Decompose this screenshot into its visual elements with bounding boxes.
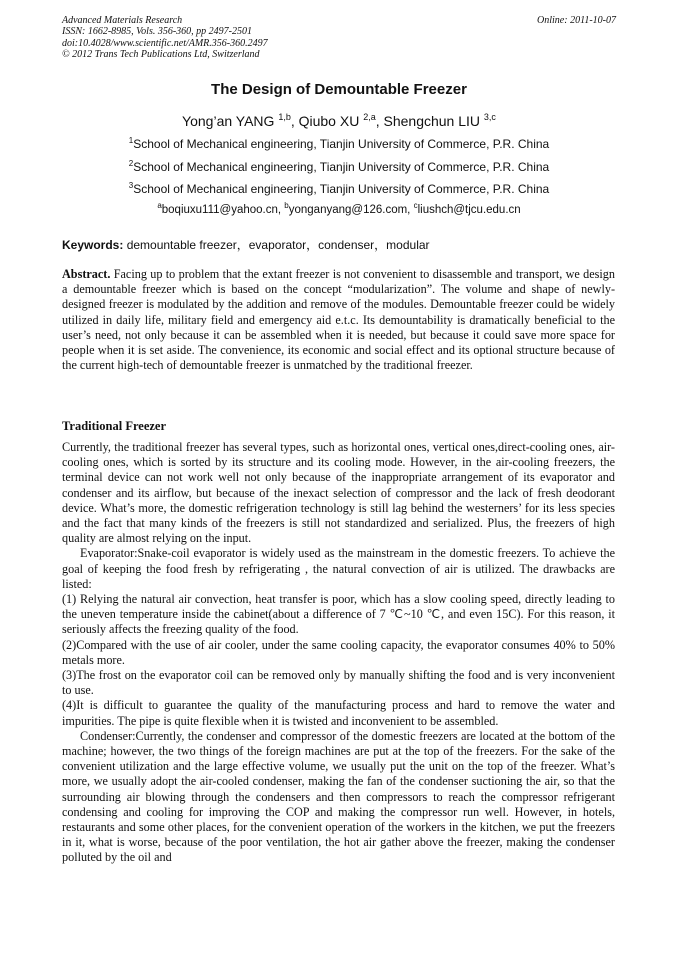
section-body <box>62 440 615 866</box>
paper-title: The Design of Demountable Freezer <box>211 81 467 98</box>
affiliation-text: School of Mechanical engineering, Tianjin University of Commerce, P.R. China <box>133 137 550 151</box>
paragraph: (1) Relying the natural air convection, heat transfer is poor, which has a slow cooling speed, directly leading to the uneven temperature inside the cabinet(about a difference of 7 ℃~10 ℃, and even 15C). For this reason, it seriously affects the freezing quality of the food. <box>62 592 615 637</box>
email-mark: a <box>157 201 162 210</box>
online-date: Online: 2011-10-07 <box>537 15 616 26</box>
author-list: Yong’an YANG $^{1,b}$, Qiubo XU $^{2,a}$, Shengchun LIU $^{3,c}$ <box>182 112 496 129</box>
abstract <box>62 267 615 373</box>
keywords <box>62 238 618 252</box>
paragraph: (2)Compared with the use of air cooler, under the same cooling capacity, the evaporator consumes 40% to 50% metals more. <box>62 637 615 667</box>
author-name: Shengchun LIU <box>383 113 481 129</box>
author-name: Yong’an YANG <box>182 113 275 129</box>
affiliation-text: School of Mechanical engineering, Tianjin University of Commerce, P.R. China <box>133 182 550 196</box>
abstract-label: Abstract. <box>62 267 111 281</box>
email-address: boqiuxu111@yahoo.cn, <box>161 204 285 216</box>
paragraph: Currently, the traditional freezer has several types, such as horizontal ones, vertical ones,direct-cooling ones, air-cooling ones, which is sorted by its structure and its cooling mode. However, in the air-cooling freezers, the terminal device can not work well not only because of the inappropriate arrangement of its evaporator and condenser and its airflow, but because of the inexact selection of compressor and the lack of fresh deodorant device. What’s more, the domestic refrigeration technology is still lag behind the westerners’ for its less species and the fact that many kinds of the freezers is still not standardized and serialized. Plus, the freezers of high quality are almost relying on the input. <box>62 440 615 546</box>
affiliation <box>0 182 678 196</box>
affiliation-mark: 2 <box>128 159 134 168</box>
affiliation <box>0 137 678 151</box>
email-address: liushch@tjcu.edu.cn <box>417 204 521 216</box>
author-name: Qiubo XU <box>298 113 360 129</box>
email-mark: b <box>284 201 289 210</box>
paragraph: (3)The frost on the evaporator coil can be removed only by manually shifting the food and is very inconvenient to use. <box>62 668 615 698</box>
paragraph: Condenser:Currently, the condenser and compressor of the domestic freezers are located at the bottom of the machine; however, the two things of the foreign machines are put at the top of the freezers. For the sake of the convenient utilization and the large effective volume, we usually put the unit on the top of the freezer. What’s more, we usually adopt the air-cooled condenser, making the fan of the condenser suctioning the air, so that the surrounding air blowing through the condensers and then compressors to reach the compressor refrigerant condensing and cooling for improving the COP and making the compressor run well. However, in hotels, restaurants and some other places, for the convenient operation of the workers in the kitchen, we put the freezers in it, what is worse, because of the poor ventilation, the hot air gather above the freezer, making the condenser polluted by the oil and <box>62 728 615 865</box>
affiliation-text: School of Mechanical engineering, Tianjin University of Commerce, P.R. China <box>133 160 550 174</box>
keywords-text: demountable freezer，evaporator，condenser，modular <box>123 238 430 252</box>
copyright-line: © 2012 Trans Tech Publications Ltd, Switzerland <box>62 49 260 61</box>
author-affiliation-mark: 1,b <box>278 112 291 122</box>
affiliation <box>0 160 678 174</box>
section-heading: Traditional Freezer <box>62 419 167 433</box>
journal-name: Advanced Materials Research <box>62 15 183 26</box>
abstract-text: Facing up to problem that the extant freezer is not convenient to disassemble and transport, we design a demountable freezer which is based on the concept “modularization”. The volume and shape of newly-designed freezer is modulated by the addition and remove of the modules. Demountable freezer could be widely utilized in daily life, military field and emergency aid e.t.c. Its demountability is dramatically beneficial to the user’s need, not only because it can be assembled when it is needed, but because it could save more space for people when it is set aside. The convenience, its economic and social effect and its optional structure because of the current high-tech of demountable freezer is unmatched by the traditional freezer. <box>62 267 615 373</box>
keywords-label: Keywords: <box>62 238 124 252</box>
paragraph: Evaporator:Snake-coil evaporator is widely used as the mainstream in the domestic freezers. To achieve the goal of keeping the food fresh by refrigerating , the natural convection of air is utilized. The drawbacks are listed: <box>62 546 615 591</box>
affiliation-mark: 1 <box>128 136 134 145</box>
doi-line: doi:10.4028/www.scientific.net/AMR.356-360.2497 <box>62 37 268 49</box>
email-address: yonganyang@126.com, <box>288 204 414 216</box>
author-affiliation-mark: 2,a <box>363 112 376 122</box>
affiliation-mark: 3 <box>128 181 134 190</box>
paragraph: (4)It is difficult to guarantee the quality of the manufacturing process and hard to remove the water and impurities. The pipe is quite flexible when it is twisted and inconvenient to be assembled. <box>62 698 615 728</box>
issn-line: ISSN: 1662-8985, Vols. 356-360, pp 2497-2501 <box>62 26 252 38</box>
journal-header <box>62 15 618 61</box>
email-list <box>0 203 678 217</box>
email-mark: c <box>413 201 418 210</box>
author-affiliation-mark: 3,c <box>483 112 496 122</box>
